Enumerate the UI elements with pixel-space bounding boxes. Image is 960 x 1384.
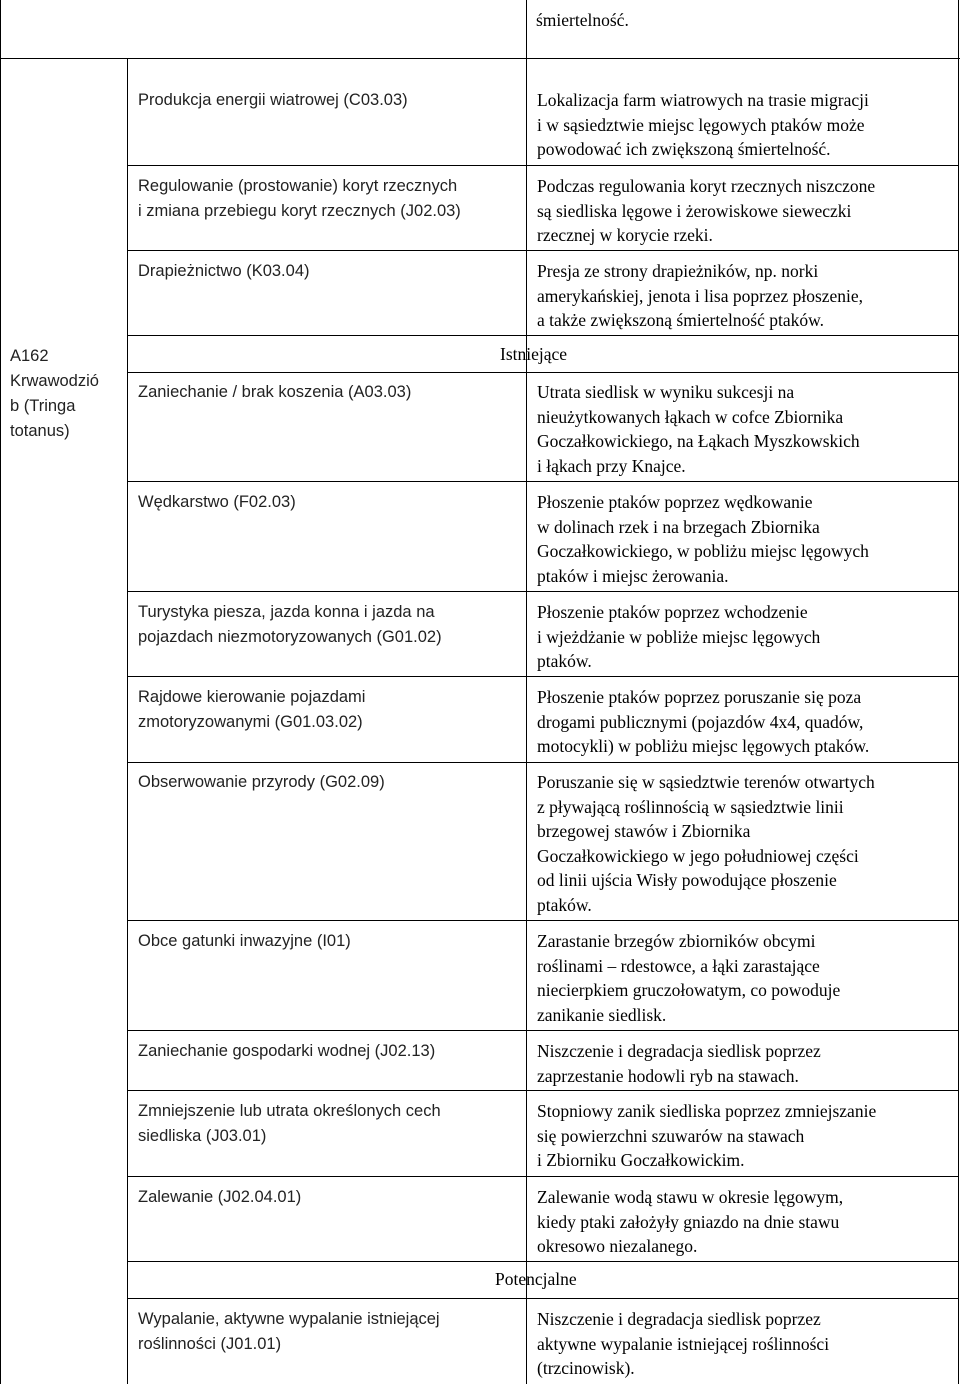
threat-cell: Zalewanie (J02.04.01) [138, 1188, 302, 1206]
description-cell: Płoszenie ptaków poprzez poruszanie się poza drogami publicznymi (pojazdów 4x4, quadów, motocykli) w pobliżu miejsc lęgowych ptaków. [537, 687, 870, 756]
threat-cell: Produkcja energii wiatrowej (C03.03) [138, 91, 408, 109]
table-border-left [0, 0, 1, 1384]
row-rule [127, 481, 959, 482]
description-cell: Utrata siedlisk w wyniku sukcesji na nieużytkowanych łąkach w cofce Zbiornika Goczałkowickiego, na Łąkach Myszkowskich i łąkach przy Knajce. [537, 382, 860, 476]
row-rule [127, 335, 526, 336]
row-rule [0, 58, 960, 59]
row-rule [127, 1261, 526, 1262]
continued-text: śmiertelność. [536, 10, 629, 30]
threat-cell: Zmniejszenie lub utrata określonych cech siedliska (J03.01) [138, 1102, 441, 1145]
description-cell: Zalewanie wodą stawu w okresie lęgowym, kiedy ptaki założyły gniazdo na dnie stawu okresowo niezalanego. [537, 1187, 844, 1256]
row-rule [127, 1298, 526, 1299]
threat-cell: Obce gatunki inwazyjne (I01) [138, 932, 351, 950]
column-divider-1 [127, 58, 128, 1384]
row-rule [526, 250, 959, 251]
threat-cell: Turystyka piesza, jazda konna i jazda na pojazdach niezmotoryzowanych (G01.02) [138, 603, 442, 646]
description-cell: Płoszenie ptaków poprzez wchodzenie i wjeżdżanie w pobliże miejsc lęgowych ptaków. [537, 602, 821, 671]
row-rule [127, 676, 959, 677]
threat-cell: Rajdowe kierowanie pojazdami zmotoryzowanymi (G01.03.02) [138, 688, 366, 731]
description-cell: Zarastanie brzegów zbiorników obcymi roślinami – rdestowce, a łąki zarastające niecierpkiem gruczołowatym, co powoduje zanikanie siedlisk. [537, 931, 841, 1025]
row-rule [526, 1298, 959, 1299]
row-rule [526, 1261, 959, 1262]
row-rule [127, 762, 959, 763]
row-rule [127, 165, 526, 166]
threat-cell: Regulowanie (prostowanie) koryt rzecznych i zmiana przebiegu koryt rzecznych (J02.03) [138, 177, 461, 220]
row-rule [127, 1176, 959, 1177]
description-cell: Płoszenie ptaków poprzez wędkowanie w dolinach rzek i na brzegach Zbiornika Goczałkowickiego, w pobliżu miejsc lęgowych ptaków i miejsc żerowania. [537, 492, 869, 586]
row-rule [526, 165, 959, 166]
row-rule [526, 335, 959, 336]
threat-cell: Zaniechanie / brak koszenia (A03.03) [138, 383, 412, 401]
status-existing: Istniejące [500, 344, 568, 364]
description-cell: Stopniowy zanik siedliska poprzez zmniejszanie się powierzchni szuwarów na stawach i Zbiorniku Goczałkowickim. [537, 1101, 877, 1170]
status-potential: Potencjalne [495, 1269, 577, 1289]
row-rule [127, 372, 526, 373]
threat-cell: Wypalanie, aktywne wypalanie istniejącej roślinności (J01.01) [138, 1310, 440, 1353]
threat-cell: Obserwowanie przyrody (G02.09) [138, 773, 385, 791]
species-label: A162 Krwawodzió b (Tringa totanus) [10, 347, 99, 440]
row-rule [127, 1030, 959, 1031]
description-cell: Niszczenie i degradacja siedlisk poprzez zaprzestanie hodowli ryb na stawach. [537, 1041, 821, 1086]
row-rule [127, 920, 959, 921]
description-cell: Niszczenie i degradacja siedlisk poprzez aktywne wypalanie istniejącej roślinności (trzcinowisk). [537, 1309, 830, 1378]
threat-cell: Wędkarstwo (F02.03) [138, 493, 296, 511]
description-cell: Lokalizacja farm wiatrowych na trasie migracji i w sąsiedztwie miejsc lęgowych ptaków może powodować ich zwiększoną śmiertelność. [537, 90, 869, 159]
row-rule [127, 591, 959, 592]
row-rule [526, 372, 959, 373]
row-rule [127, 1090, 959, 1091]
description-cell: Poruszanie się w sąsiedztwie terenów otwartych z pływającą roślinnością w sąsiedztwie linii brzegowej stawów i Zbiornika Goczałkowickiego w jego południowej części od linii ujścia Wisły powodujące płoszenie ptaków. [537, 772, 875, 915]
description-cell: Presja ze strony drapieżników, np. norki amerykańskiej, jenota i lisa poprzez płoszenie, a także zwiększoną śmiertelność ptaków. [537, 261, 864, 330]
threat-cell: Drapieżnictwo (K03.04) [138, 262, 310, 280]
threat-cell: Zaniechanie gospodarki wodnej (J02.13) [138, 1042, 436, 1060]
description-cell: Podczas regulowania koryt rzecznych niszczone są siedliska lęgowe i żerowiskowe sieweczki rzecznej w korycie rzeki. [537, 176, 876, 245]
row-rule [127, 250, 526, 251]
